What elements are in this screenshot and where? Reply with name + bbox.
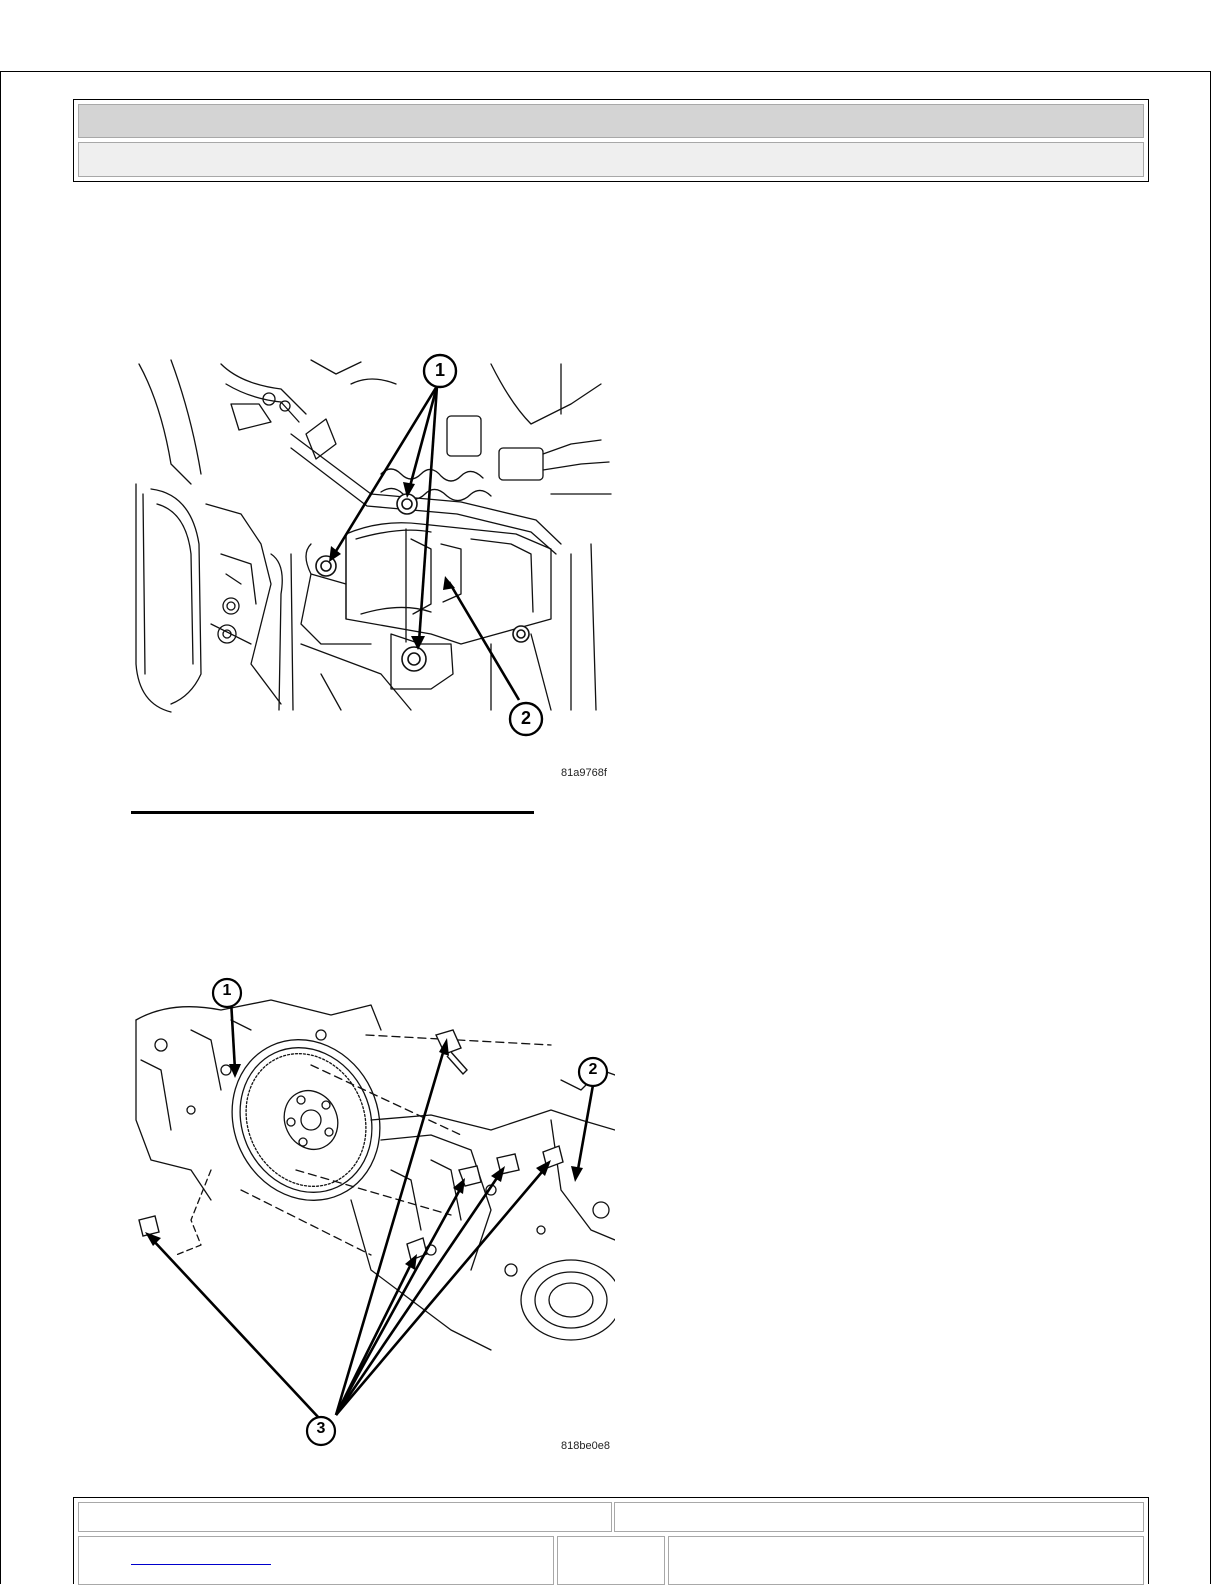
page-footer-table (73, 1497, 1149, 1584)
figure-transmission-mount (131, 344, 615, 784)
callout-label-3: 3 (316, 1420, 326, 1437)
figure-transmission-bolts (131, 970, 615, 1450)
callout-label-1: 1 (434, 360, 445, 380)
callout-label-2: 2 (520, 708, 531, 728)
footer-cell-mid (557, 1536, 665, 1585)
page-header-table (73, 99, 1149, 182)
callout-label-2: 2 (588, 1061, 598, 1078)
figure-code: 81a9768f (561, 767, 607, 779)
footer-link[interactable] (131, 1563, 271, 1565)
figure-code: 818be0e8 (561, 1440, 610, 1452)
footer-cell-left (78, 1502, 612, 1532)
header-title-row (78, 104, 1144, 138)
flywheel-illustration (131, 970, 615, 1450)
footer-cell-end (668, 1536, 1144, 1585)
section-divider (131, 811, 534, 814)
footer-cell-right (614, 1502, 1144, 1532)
callout-label-1: 1 (222, 982, 232, 999)
footer-cell-link (78, 1536, 554, 1585)
header-subtitle-row (78, 142, 1144, 177)
